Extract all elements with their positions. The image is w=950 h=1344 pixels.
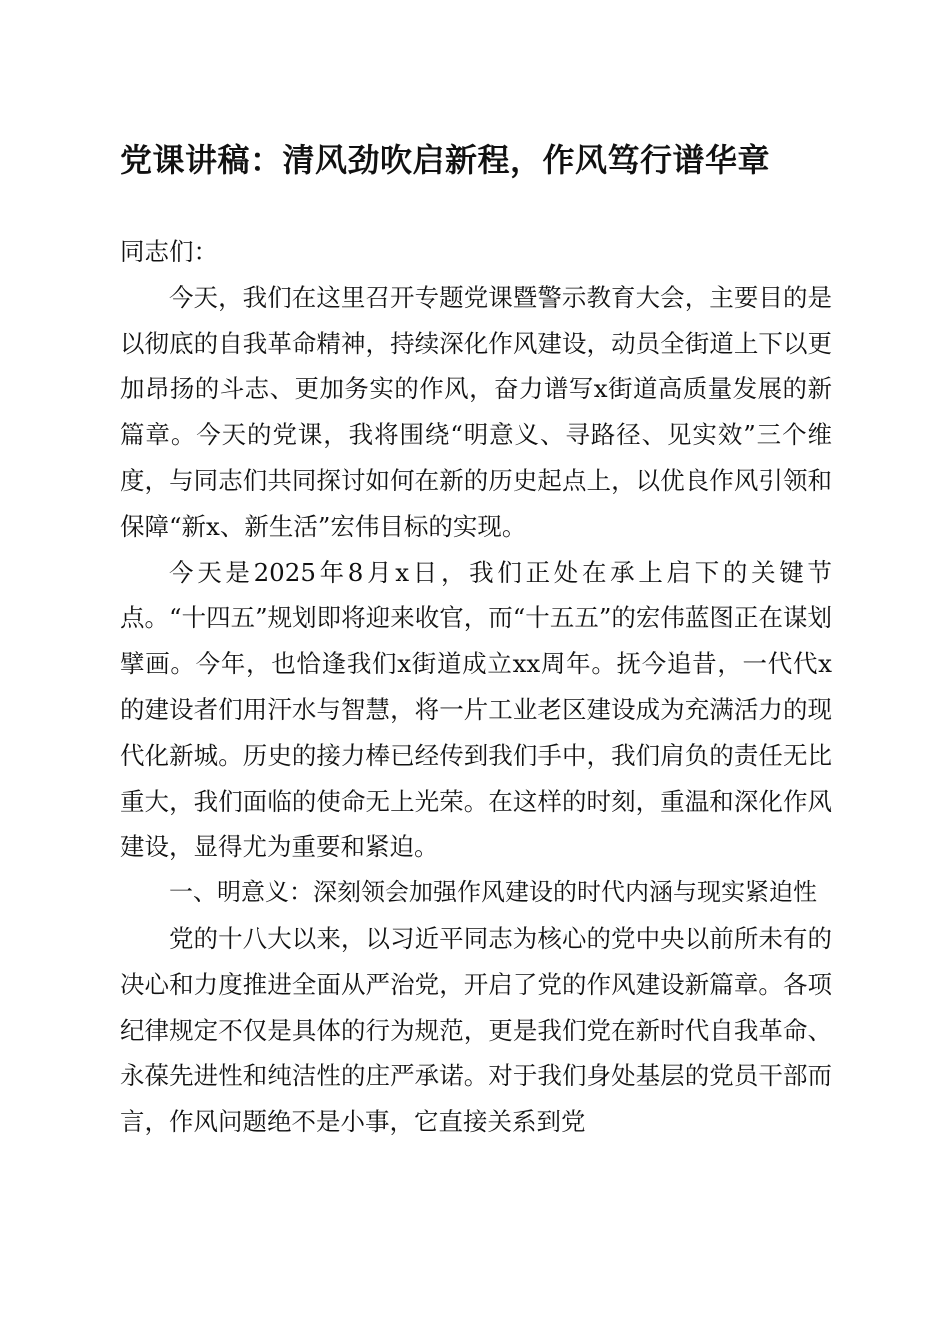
document-title: 党课讲稿：清风劲吹启新程，作风笃行谱华章 (120, 141, 771, 179)
document-body (120, 229, 832, 1145)
paragraph-context: 今天是2025年8月x日，我们正处在承上启下的关键节点。“十四五”规划即将迎来收官，而“十五五”的宏伟蓝图正在谋划擘画。今年，也恰逢我们x街道成立xx周年。抚今追昔，一代代x的建设者们用汗水与智慧，将一片工业老区建设成为充满活力的现代化新城。历史的接力棒已经传到我们手中，我们肩负的责任无比重大，我们面临的使命无上光荣。在这样的时刻，重温和深化作风建设，显得尤为重要和紧迫。 (120, 557, 832, 862)
section-heading: 一、明意义：深刻领会加强作风建设的时代内涵与现实紧迫性 (169, 878, 817, 907)
paragraph-section-one: 党的十八大以来，以习近平同志为核心的党中央以前所未有的决心和力度推进全面从严治党，开启了党的作风建设新篇章。各项纪律规定不仅是具体的行为规范，更是我们党在新时代自我革命、永葆先进性和纯洁性的庄严承诺。对于我们身处基层的党员干部而言，作风问题绝不是小事，它直接关系到党 (120, 923, 832, 1137)
salutation: 同志们： (120, 237, 218, 266)
paragraph-intro: 今天，我们在这里召开专题党课暨警示教育大会，主要目的是以彻底的自我革命精神，持续深化作风建设，动员全街道上下以更加昂扬的斗志、更加务实的作风，奋力谱写x街道高质量发展的新篇章。今天的党课，我将围绕“明意义、寻路径、见实效”三个维度，与同志们共同探讨如何在新的历史起点上，以优良作风引领和保障“新x、新生活”宏伟目标的实现。 (120, 282, 832, 541)
